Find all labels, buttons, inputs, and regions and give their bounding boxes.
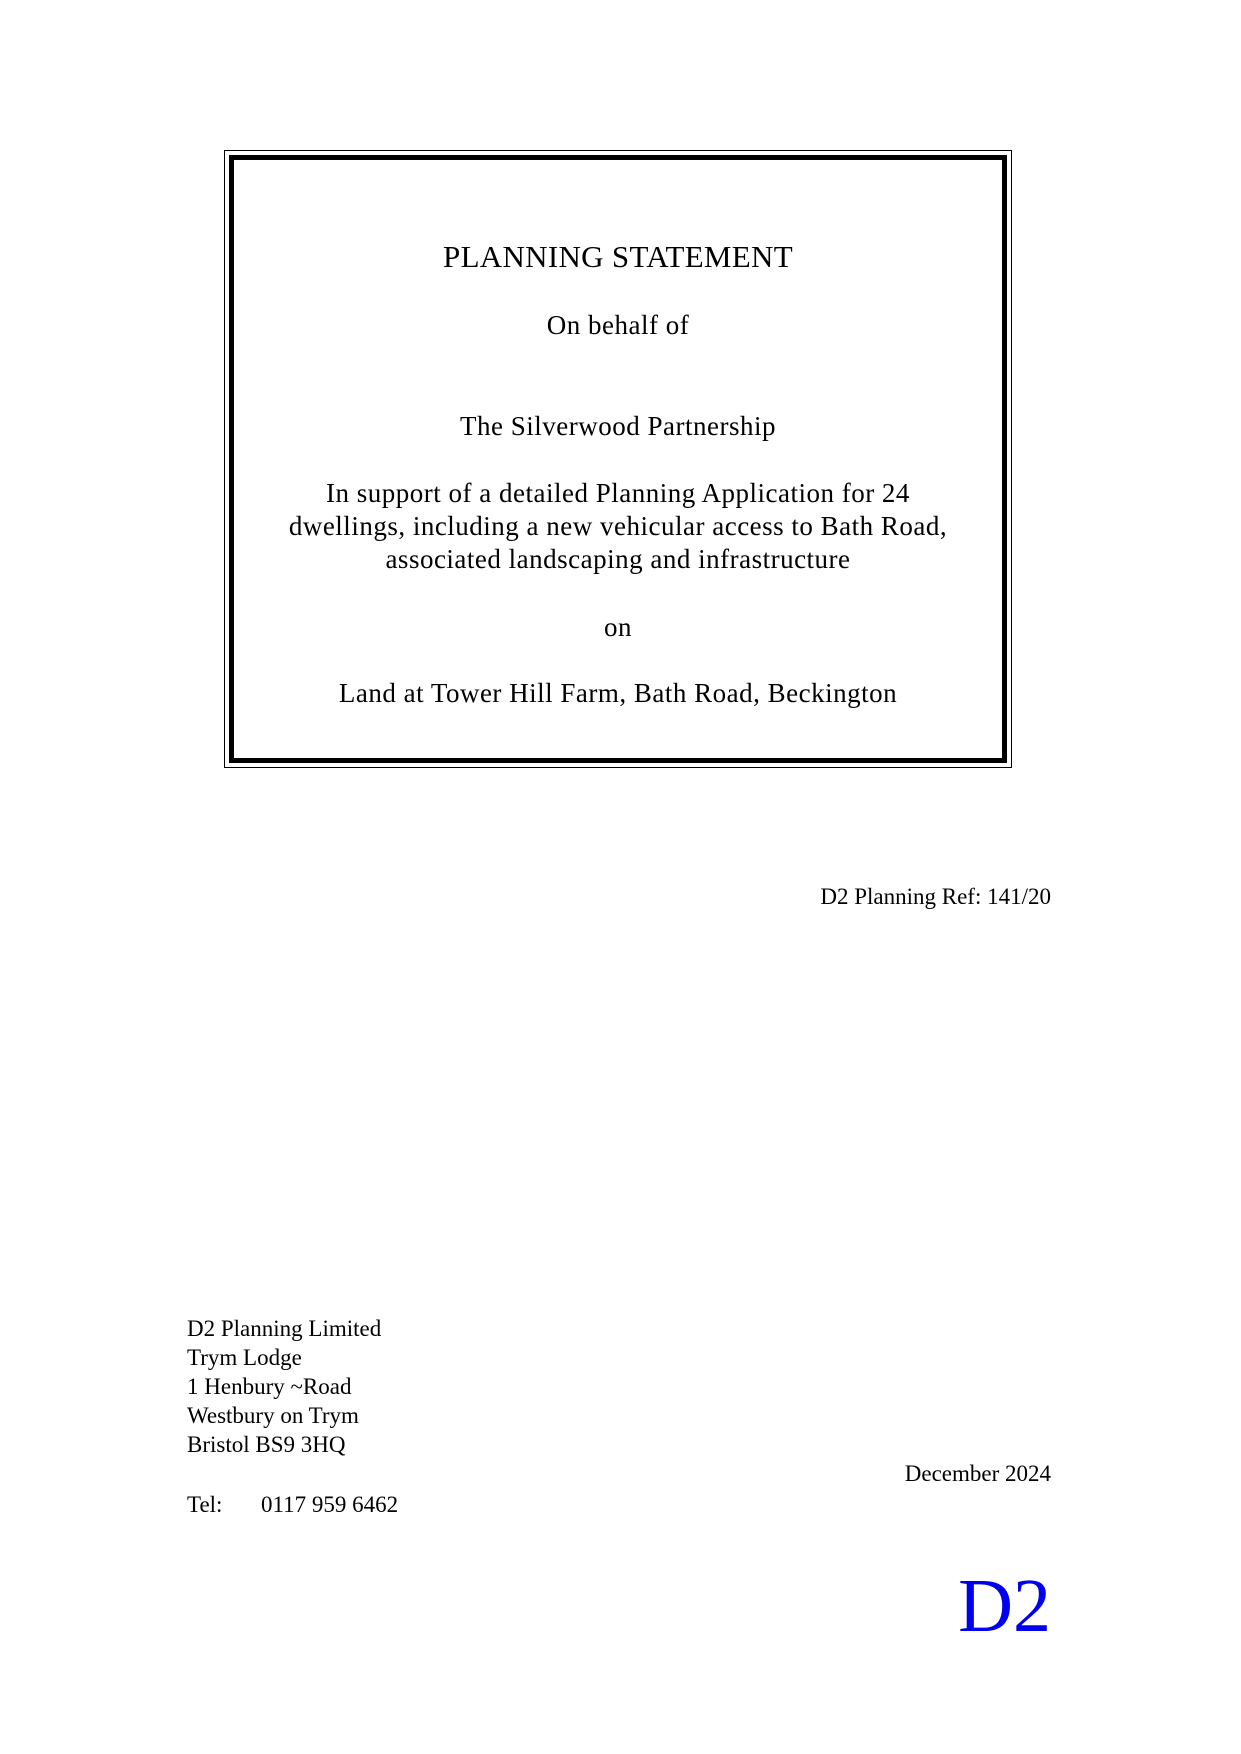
address-line: Bristol BS9 3HQ [187, 1432, 346, 1457]
title-box [224, 150, 1012, 768]
d2-logo: D2 [958, 1564, 1051, 1648]
company-address [187, 1314, 381, 1459]
address-line: D2 Planning Limited [187, 1316, 382, 1341]
telephone-number: 0117 959 6462 [261, 1492, 399, 1517]
application-description [234, 477, 1002, 576]
client-name: The Silverwood Partnership [460, 411, 776, 441]
description-line: dwellings, including a new vehicular access to Bath Road, [288, 511, 948, 541]
telephone-label: Tel: [187, 1492, 223, 1517]
title-box-inner-border [229, 155, 1007, 763]
planning-reference: D2 Planning Ref: 141/20 [820, 884, 1051, 909]
site-address: Land at Tower Hill Farm, Bath Road, Beckington [338, 678, 898, 708]
description-line: associated landscaping and infrastructure [385, 544, 851, 574]
description-line: In support of a detailed Planning Application for 24 [326, 478, 910, 508]
document-title: PLANNING STATEMENT [443, 239, 793, 274]
on-text: on [604, 612, 632, 642]
on-behalf-of: On behalf of [546, 310, 690, 340]
address-line: 1 Henbury ~Road [187, 1374, 352, 1399]
telephone [187, 1492, 398, 1518]
document-date: December 2024 [904, 1461, 1051, 1486]
address-line: Trym Lodge [187, 1345, 302, 1370]
address-line: Westbury on Trym [187, 1403, 359, 1428]
